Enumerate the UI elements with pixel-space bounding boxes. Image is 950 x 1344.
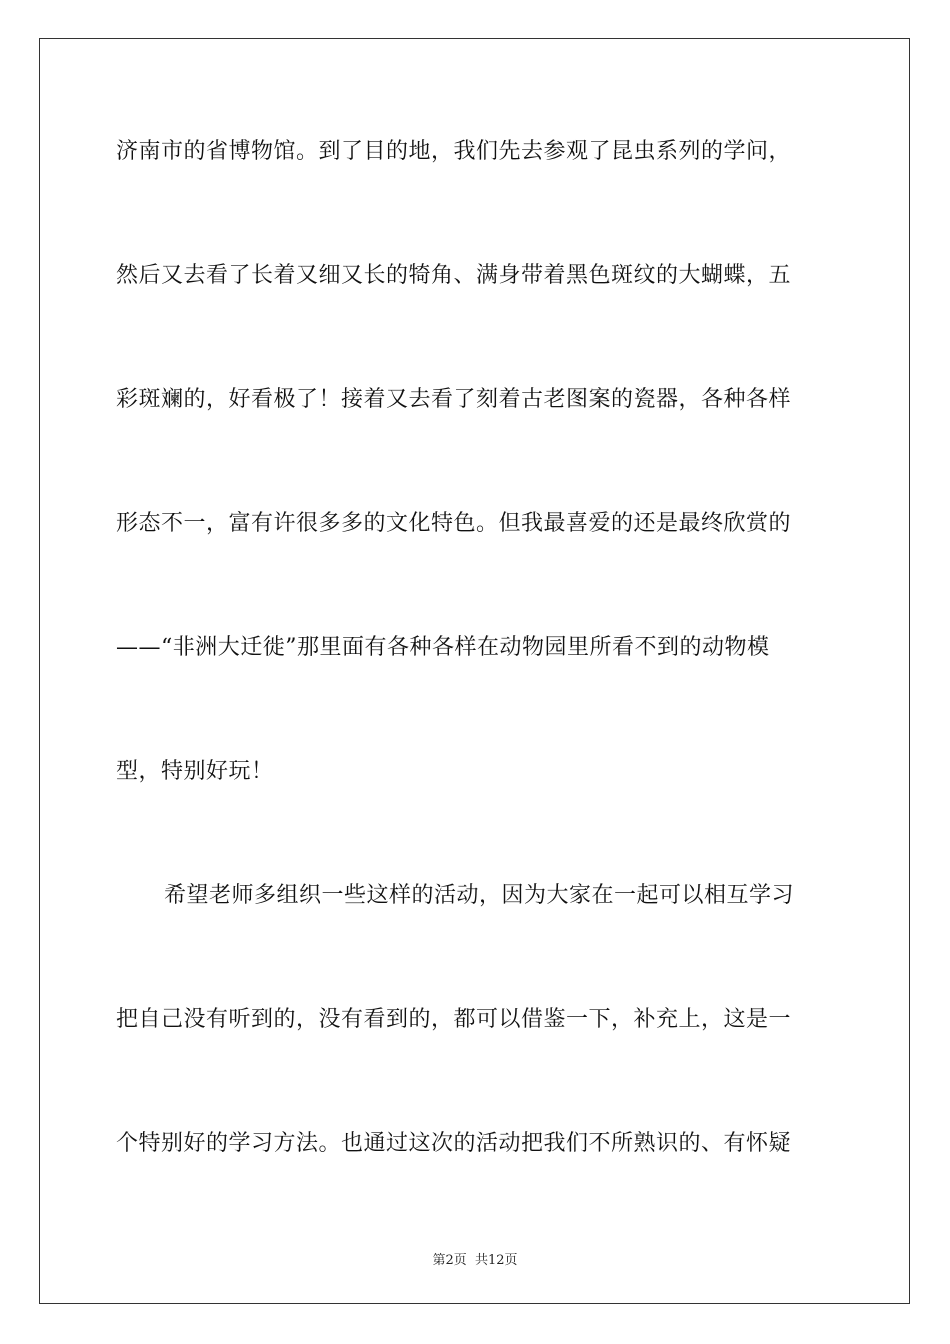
body-text-line: ——“非洲大迁徙”那里面有各种各样在动物园里所看不到的动物模	[116, 635, 770, 660]
page-number: 第2页	[432, 1253, 467, 1268]
body-text-line: 把自己没有听到的，没有看到的，都可以借鉴一下，补充上，这是一	[116, 1007, 792, 1032]
body-text-line: 然后又去看了长着又细又长的犄角、满身带着黑色斑纹的大蝴蝶，五	[116, 263, 792, 288]
paragraph-first-line: 希望老师多组织一些这样的活动，因为大家在一起可以相互学习	[164, 883, 795, 908]
page-footer	[0, 1249, 950, 1268]
body-text-line: 彩斑斓的，好看极了！接着又去看了刻着古老图案的瓷器，各种各样	[116, 387, 792, 412]
body-text-line: 个特别好的学习方法。也通过这次的活动把我们不所熟识的、有怀疑	[116, 1131, 792, 1156]
body-text-line: 形态不一，富有许很多多的文化特色。但我最喜爱的还是最终欣赏的	[116, 511, 792, 536]
total-pages: 共12页	[474, 1253, 518, 1268]
body-text-line: 济南市的省博物馆。到了目的地，我们先去参观了昆虫系列的学问，	[116, 139, 792, 164]
page-border	[39, 38, 910, 1304]
body-text-line: 型，特别好玩！	[116, 759, 274, 784]
